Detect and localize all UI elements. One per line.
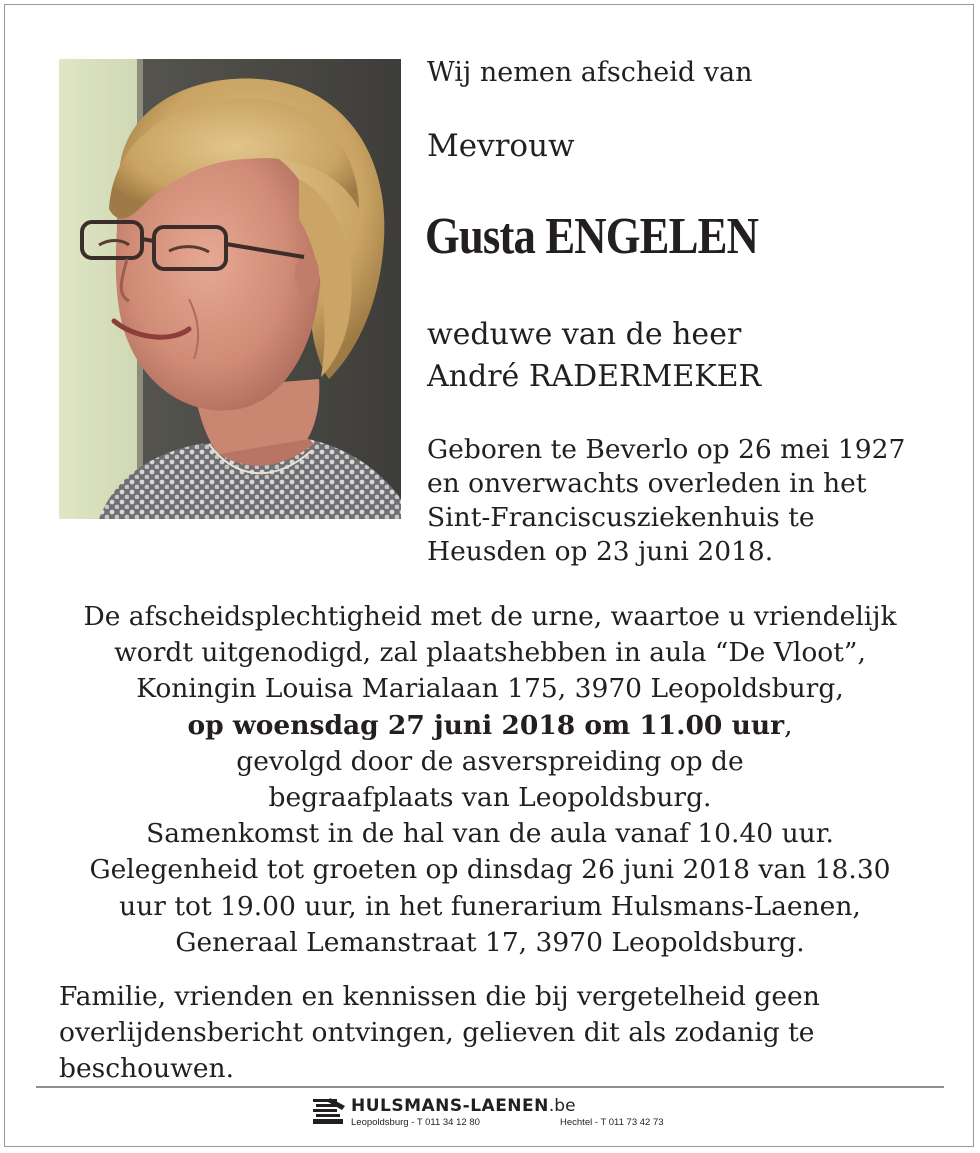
ceremony-line: Samenkomst in de hal van de aula vanaf 10.40 uur. (146, 818, 834, 850)
contact-leopoldsburg: Leopoldsburg - T 011 34 12 80 (351, 1117, 480, 1128)
spouse-name: André RADERMEKER (427, 359, 762, 394)
divider (36, 1086, 944, 1088)
brand-name: HULSMANS-LAENEN (351, 1096, 549, 1116)
ceremony-line: begraafplaats van Leopoldsburg. (268, 782, 712, 814)
ceremony-date: op woensdag 27 juni 2018 om 11.00 uur (187, 709, 785, 741)
birth-line: Heusden op 23 juni 2018. (427, 536, 774, 567)
portrait-photo (59, 59, 401, 519)
ceremony-line: Koningin Louisa Marialaan 175, 3970 Leopoldsburg, (136, 673, 844, 705)
funeral-home-logo-icon (312, 1096, 346, 1126)
funeral-home-brand (351, 1095, 576, 1117)
birth-line: en onverwachts overleden in het (427, 468, 867, 499)
birth-death-block (427, 433, 905, 569)
intro-text: Wij nemen afscheid van (427, 57, 753, 88)
brand-tld: .be (548, 1096, 576, 1116)
family-line: beschouwen. (59, 1053, 235, 1084)
ceremony-line: uur tot 19.00 uur, in het funerarium Hulsmans-Laenen, (119, 890, 861, 922)
ceremony-line: wordt uitgenodigd, zal plaatshebben in aula “De Vloot”, (114, 637, 866, 669)
ceremony-block (40, 599, 940, 961)
portrait-illustration (59, 59, 401, 519)
birth-line: Geboren te Beverlo op 26 mei 1927 (427, 434, 906, 465)
ceremony-line: Generaal Lemanstraat 17, 3970 Leopoldsburg. (175, 926, 805, 958)
ceremony-line: De afscheidsplechtigheid met de urne, waartoe u vriendelijk (83, 601, 897, 632)
spouse-line: weduwe van de heer (427, 317, 742, 352)
deceased-name: Gusta ENGELEN (425, 208, 759, 265)
birth-line: Sint-Franciscusziekenhuis te (427, 502, 815, 533)
ceremony-line: Gelegenheid tot groeten op dinsdag 26 juni 2018 van 18.30 (89, 854, 891, 886)
ceremony-date-line (40, 708, 940, 744)
contact-hechtel: Hechtel - T 011 73 42 73 (560, 1117, 664, 1128)
spouse-block (427, 314, 761, 398)
ceremony-date-tail: , (784, 709, 793, 741)
family-note (59, 979, 820, 1087)
ceremony-line: gevolgd door de asverspreiding op de (236, 745, 744, 777)
family-line: Familie, vrienden en kennissen die bij vergetelheid geen (59, 981, 820, 1012)
salutation: Mevrouw (427, 128, 575, 164)
family-line: overlijdensbericht ontvingen, gelieven dit als zodanig te (59, 1017, 815, 1048)
